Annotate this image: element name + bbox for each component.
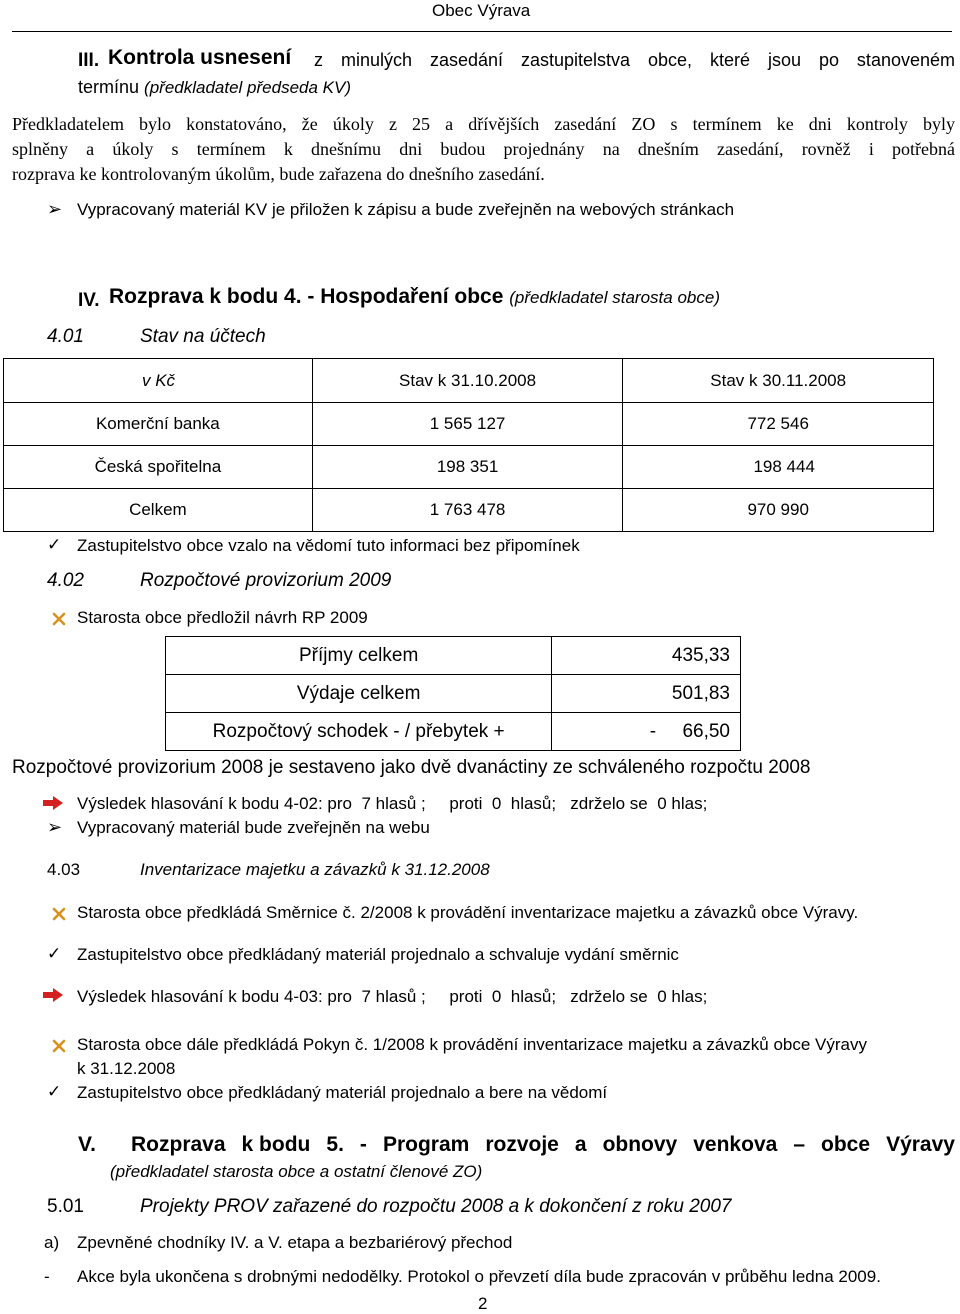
table-header-cell: v Kč bbox=[4, 359, 313, 403]
x-item-1: Starosta obce předložil návrh RP 2009 bbox=[77, 608, 368, 627]
table-cell: - 66,50 bbox=[552, 713, 741, 751]
subsection-4-02-title: Rozpočtové provizorium 2009 bbox=[140, 570, 392, 591]
table-cell: 198 351 bbox=[312, 446, 623, 489]
section-3-title: Kontrola usnesení bbox=[108, 46, 292, 69]
checkmark-icon: ✓ bbox=[47, 535, 62, 554]
x-item-3-line-1: Starosta obce dále předkládá Pokyn č. 1/2008 k provádění inventarizace majetku a závazků obce Výravy bbox=[77, 1035, 868, 1054]
table-cell: 198 444 bbox=[623, 446, 934, 489]
section-3-number: III. bbox=[78, 50, 100, 71]
x-item-3-line-2: k 31.12.2008 bbox=[77, 1059, 176, 1078]
subsection-5-01-title: Projekty PROV zařazené do rozpočtu 2008 a k dokončení z roku 2007 bbox=[140, 1196, 732, 1217]
vote-result-4-03: Výsledek hlasování k bodu 4-03: pro 7 hlasů ; proti 0 hlasů; zdrželo se 0 hlas; bbox=[77, 987, 708, 1006]
section-5-title: Rozprava k bodu 5. - Program rozvoje a obnovy venkova – obce Výravy bbox=[131, 1133, 955, 1156]
table-cell: Výdaje celkem bbox=[166, 675, 552, 713]
table-cell: Celkem bbox=[4, 489, 313, 532]
section-3-title-line2: termínu (předkladatel předseda KV) bbox=[78, 77, 352, 97]
list-item-label: a) bbox=[44, 1233, 60, 1252]
budget-table bbox=[165, 636, 741, 751]
section-5-number: V. bbox=[78, 1133, 96, 1156]
check-item-3: Zastupitelstvo obce předkládaný materiál projednalo a bere na vědomí bbox=[77, 1083, 608, 1102]
bullet-item-web: Vypracovaný materiál bude zveřejněn na webu bbox=[77, 818, 430, 837]
table-header-cell: Stav k 30.11.2008 bbox=[623, 359, 934, 403]
section-4-note: (předkladatel starosta obce) bbox=[509, 288, 720, 307]
table-cell: 1 565 127 bbox=[312, 403, 623, 446]
list-item: Zpevněné chodníky IV. a V. etapa a bezbariérový přechod bbox=[77, 1233, 513, 1252]
table-cell: 435,33 bbox=[552, 637, 741, 675]
subsection-4-01-title: Stav na účtech bbox=[140, 326, 266, 347]
x-bullet-icon bbox=[52, 1039, 66, 1053]
arrow-bullet-icon: ➢ bbox=[47, 199, 63, 219]
table-row bbox=[166, 675, 741, 713]
section-4-number: IV. bbox=[78, 290, 100, 311]
table-cell: Česká spořitelna bbox=[4, 446, 313, 489]
table-cell: 772 546 bbox=[623, 403, 934, 446]
section-3-para-line-2: splněny a úkoly s termínem k dnešnímu dni budou projednány na dnešním zasedání, rovněž i potřebná bbox=[12, 139, 955, 159]
table-row bbox=[166, 637, 741, 675]
table-header-row bbox=[4, 359, 934, 403]
subsection-4-02-number: 4.02 bbox=[47, 570, 84, 591]
dash-item: Akce byla ukončena s drobnými nedodělky. Protokol o převzetí díla bude zpracován v průběhu ledna 2009. bbox=[77, 1267, 881, 1286]
subsection-4-03-title: Inventarizace majetku a závazků k 31.12.2008 bbox=[140, 860, 490, 879]
section-3-note: (předkladatel předseda KV) bbox=[144, 78, 352, 97]
dash-item-label: - bbox=[44, 1267, 50, 1286]
page-header-title: Obec Výrava bbox=[432, 1, 531, 20]
table-cell: 501,83 bbox=[552, 675, 741, 713]
subsection-5-01-number: 5.01 bbox=[47, 1196, 84, 1217]
table-header-cell: Stav k 31.10.2008 bbox=[312, 359, 623, 403]
section-4-title: Rozprava k bodu 4. - Hospodaření obce (předkladatel starosta obce) bbox=[109, 285, 720, 308]
red-arrow-icon bbox=[42, 795, 64, 811]
subsection-4-03-number: 4.03 bbox=[47, 860, 81, 879]
table-row bbox=[4, 446, 934, 489]
section-3-bullet: Vypracovaný materiál KV je přiložen k zápisu a bude zveřejněn na webových stránkach bbox=[77, 200, 735, 219]
section-3-title-rest: z minulých zasedání zastupitelstva obce, které jsou po stanoveném bbox=[314, 50, 955, 70]
x-bullet-icon bbox=[52, 612, 66, 626]
x-item-2: Starosta obce předkládá Směrnice č. 2/2008 k provádění inventarizace majetku a závazků obce Výravy. bbox=[77, 903, 859, 922]
x-bullet-icon bbox=[52, 907, 66, 921]
section-3-para-line-3: rozprava ke kontrolovaným úkolům, bude zařazena do dnešního zasedání. bbox=[12, 164, 545, 184]
table-row bbox=[4, 403, 934, 446]
provizorium-note: Rozpočtové provizorium 2008 je sestaveno jako dvě dvanáctiny ze schváleného rozpočtu 2008 bbox=[12, 757, 811, 778]
table-row bbox=[166, 713, 741, 751]
check-item-2: Zastupitelstvo obce předkládaný materiál projednalo a schvaluje vydání směrnic bbox=[77, 945, 679, 964]
checkmark-icon: ✓ bbox=[47, 944, 62, 963]
section-5-note: (předkladatel starosta obce a ostatní členové ZO) bbox=[110, 1162, 483, 1181]
check-item-1: Zastupitelstvo obce vzalo na vědomí tuto informaci bez připomínek bbox=[77, 536, 580, 555]
section-3-para-line-1: Předkladatelem bylo konstatováno, že úkoly z 25 a dřívějších zasedání ZO s termínem ke dni kontroly byly bbox=[12, 114, 955, 134]
table-cell: 1 763 478 bbox=[312, 489, 623, 532]
table-cell: Komerční banka bbox=[4, 403, 313, 446]
table-cell: Rozpočtový schodek - / přebytek + bbox=[166, 713, 552, 751]
arrow-bullet-icon: ➢ bbox=[47, 817, 63, 837]
accounts-table bbox=[3, 358, 934, 532]
table-row bbox=[4, 489, 934, 532]
table-cell: Příjmy celkem bbox=[166, 637, 552, 675]
checkmark-icon: ✓ bbox=[47, 1082, 62, 1101]
red-arrow-icon bbox=[42, 987, 64, 1003]
subsection-4-01-number: 4.01 bbox=[47, 326, 84, 347]
vote-result-4-02: Výsledek hlasování k bodu 4-02: pro 7 hlasů ; proti 0 hlasů; zdrželo se 0 hlas; bbox=[77, 794, 708, 813]
header-rule bbox=[12, 31, 952, 32]
table-cell: 970 990 bbox=[623, 489, 934, 532]
page-number: 2 bbox=[478, 1294, 488, 1313]
